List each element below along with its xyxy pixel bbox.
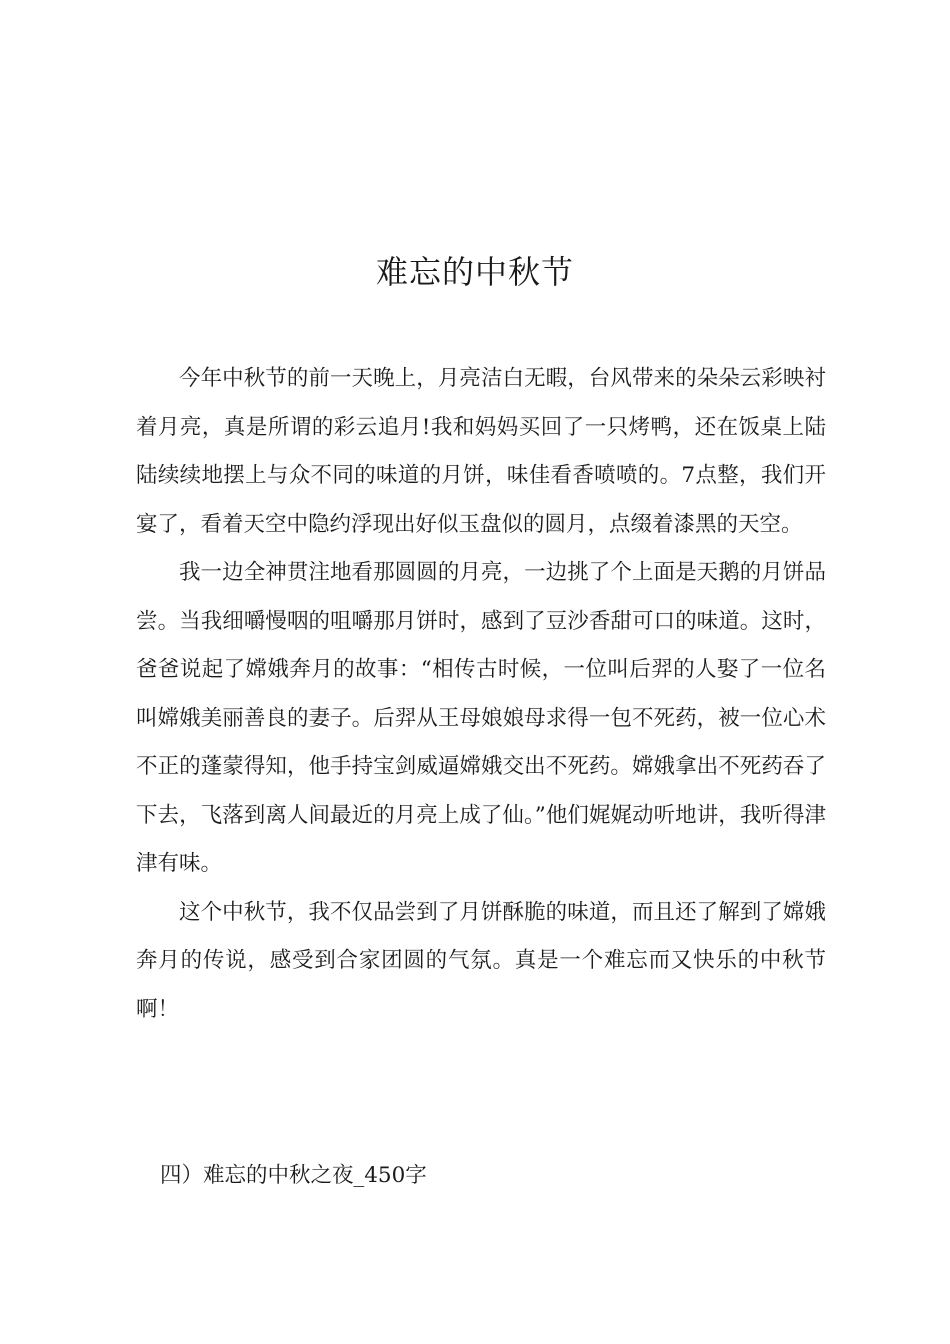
document-title: 难忘的中秋节 <box>375 253 574 291</box>
paragraph-3: 这个中秋节，我不仅品尝到了月饼酥脆的味道，而且还了解到了嫦娥奔月的传说，感受到合家团圆的气氛。真是一个难忘而又快乐的中秋节啊！ <box>136 899 826 1022</box>
essay-body <box>136 355 826 1034</box>
paragraph-2: 我一边全神贯注地看那圆圆的月亮，一边挑了个上面是天鹅的月饼品尝。当我细嚼慢咽的咀嚼那月饼时，感到了豆沙香甜可口的味道。这时，爸爸说起了嫦娥奔月的故事：“相传古时候，一位叫后羿的人娶了一位名叫嫦娥美丽善良的妻子。后羿从王母娘娘母求得一包不死药，被一位心术不正的蓬蒙得知，他手持宝剑威逼嫦娥交出不死药。嫦娥拿出不死药吞了下去，飞落到离人间最近的月亮上成了仙。”他们娓娓动听地讲，我听得津津有味。 <box>136 560 826 876</box>
paragraph-1: 今年中秋节的前一天晚上，月亮洁白无暇，台风带来的朵朵云彩映衬着月亮，真是所谓的彩云追月!我和妈妈买回了一只烤鸭，还在饭桌上陆陆续续地摆上与众不同的味道的月饼，味佳看香喷喷的。7点整，我们开宴了，看着天空中隐约浮现出好似玉盘似的圆月，点缀着漆黑的天空。 <box>136 366 826 537</box>
next-section-heading: 四）难忘的中秋之夜_450字 <box>160 1163 427 1188</box>
